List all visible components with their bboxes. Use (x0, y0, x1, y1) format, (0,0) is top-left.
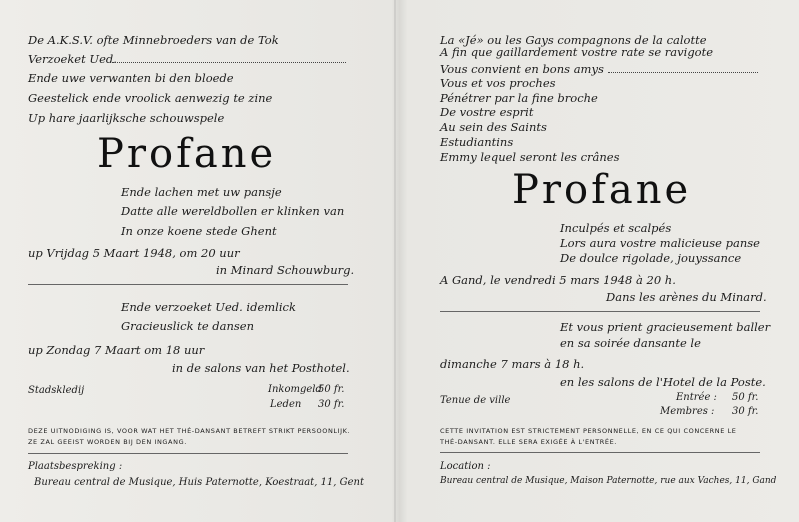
right-fee-value: 30 fr. (732, 406, 759, 417)
right-dress: Tenue de ville (440, 395, 511, 406)
left-notice-line: ZE ZAL GEEIST WORDEN BIJ DEN INGANG. (28, 438, 187, 446)
right-dance-line: en sa soirée dansante le (560, 336, 701, 350)
left-divider (28, 284, 348, 285)
left-intro-line: Verzoeket Ued. (28, 52, 117, 66)
right-name-blank (608, 72, 758, 73)
left-booking-label: Plaatsbespreking : (28, 461, 123, 472)
right-intro-line: Emmy lequel seront les crânes (440, 150, 620, 164)
right-dance-date: dimanche 7 mars à 18 h. (440, 357, 585, 371)
left-divider (28, 453, 348, 454)
right-intro-line: Vous convient en bons amys (440, 62, 604, 76)
right-verse-line: Lors aura vostre malicieuse panse (560, 236, 760, 250)
right-divider (440, 452, 760, 453)
right-intro-line: A fin que gaillardement vostre rate se ravigote (440, 45, 714, 59)
left-fee-label: Leden (270, 399, 302, 410)
right-fee-label: Membres : (660, 406, 715, 417)
left-name-blank (112, 62, 346, 63)
left-dance-date: up Zondag 7 Maart om 18 uur (28, 343, 205, 357)
right-venue: Dans les arènes du Minard. (606, 290, 767, 304)
right-booking-text: Bureau central de Musique, Maison Paternotte, rue aux Vaches, 11, Gand (440, 476, 777, 486)
right-verse-line: Inculpés et scalpés (560, 221, 672, 235)
right-notice-line: THÉ-DANSANT. ELLE SERA EXIGÉE À L'ENTRÉE. (440, 438, 617, 446)
left-intro-line: Ende uwe verwanten bi den bloede (28, 71, 234, 85)
right-dance-line: Et vous prient gracieusement baller (560, 320, 771, 334)
left-venue: in Minard Schouwburg. (216, 263, 355, 277)
right-intro-line: Au sein des Saints (440, 120, 547, 134)
left-intro-line: Geestelick ende vroolick aenwezig te zine (28, 91, 273, 105)
right-intro-line: Pénétrer par la fine broche (440, 91, 598, 105)
right-intro-line: De vostre esprit (440, 105, 534, 119)
left-booking-text: Bureau central de Musique, Huis Paternotte, Koestraat, 11, Gent (34, 477, 365, 488)
center-fold (394, 0, 396, 522)
left-intro-line: Up hare jaarlijksche schouwspele (28, 111, 225, 125)
left-dress: Stadskledij (28, 385, 85, 396)
right-date-line: A Gand, le vendredi 5 mars 1948 à 20 h. (440, 273, 676, 287)
right-notice-line: CETTE INVITATION EST STRICTEMENT PERSONNELLE, EN CE QUI CONCERNE LE (440, 427, 737, 435)
right-verse-line: De doulce rigolade, jouyssance (560, 251, 742, 265)
right-booking-label: Location : (440, 461, 491, 472)
left-fee-value: 50 fr. (318, 384, 345, 395)
left-dance-line: Gracieuslick te dansen (121, 319, 255, 333)
left-fee-label: Inkomgeld (268, 384, 322, 395)
right-title: Profane (512, 167, 692, 213)
right-intro-line: Vous et vos proches (440, 76, 556, 90)
left-verse-line: Datte alle wereldbollen er klinken van (121, 204, 345, 218)
right-intro-line: La «Jé» ou les Gays compagnons de la calotte (440, 33, 707, 47)
right-fee-value: 50 fr. (732, 392, 759, 403)
left-dance-line: Ende verzoeket Ued. idemlick (121, 300, 296, 314)
left-title: Profane (97, 131, 277, 177)
left-dance-venue: in de salons van het Posthotel. (172, 361, 350, 375)
right-dance-venue: en les salons de l'Hotel de la Poste. (560, 375, 766, 389)
right-divider (440, 311, 760, 312)
left-fee-value: 30 fr. (318, 399, 345, 410)
right-fee-label: Entrée : (676, 392, 717, 403)
left-verse-line: In onze koene stede Ghent (121, 224, 277, 238)
right-intro-line: Estudiantins (440, 135, 514, 149)
left-verse-line: Ende lachen met uw pansje (121, 185, 282, 199)
left-intro-line: De A.K.S.V. ofte Minnebroeders van de Tok (28, 33, 279, 47)
left-date-line: up Vrijdag 5 Maart 1948, om 20 uur (28, 246, 240, 260)
left-notice-line: DEZE UITNODIGING IS, VOOR WAT HET THÉ-DANSANT BETREFT STRIKT PERSOONLIJK. (28, 427, 351, 435)
